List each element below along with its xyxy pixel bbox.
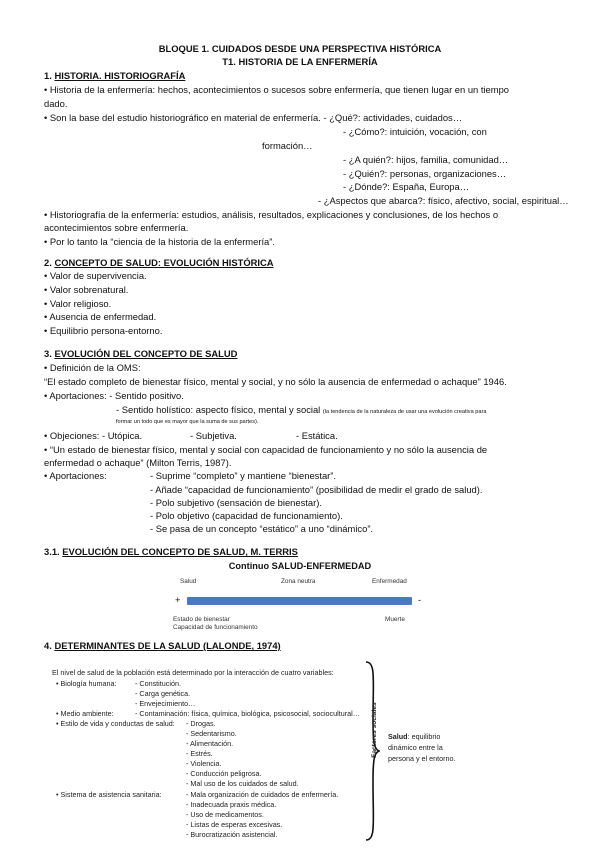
s3-line-12: - Polo objetivo (capacidad de funcionamiento).: [150, 510, 343, 521]
section-3-title: EVOLUCIÓN DEL CONCEPTO DE SALUD: [54, 348, 238, 359]
sistema-item: - Mala organización de cuidados de enfermería.: [186, 790, 339, 799]
s3-objeciones-3: - Estática.: [296, 430, 338, 441]
estilo-item: - Estrés.: [186, 749, 213, 758]
s3-line-4-main: - Sentido holístico: aspecto físico, mental y social: [116, 404, 321, 415]
s3-line-10: - Añade “capacidad de funcionamiento” (posibilidad de medir el grado de salud).: [150, 484, 483, 495]
salud-definition-line-3: persona y el entorno.: [388, 754, 456, 763]
section-2-heading: [44, 257, 274, 269]
s2-item: • Ausencia de enfermedad.: [44, 311, 157, 322]
continuum-minus-sign: -: [418, 594, 422, 605]
s2-item: • Valor de supervivencia.: [44, 270, 147, 281]
s1-line-11: acontecimientos sobre enfermería.: [44, 222, 189, 233]
continuum-label-salud: Salud: [180, 578, 197, 585]
s1-line-4: - ¿Cómo?: intuición, vocación, con: [343, 126, 487, 137]
s1-line-5: formación…: [262, 140, 313, 151]
salud-definition-rest: : equilibrio: [407, 732, 441, 741]
estilo-item: - Conducción peligrosa.: [186, 769, 262, 778]
s3-objeciones-2: - Subjetiva.: [190, 430, 237, 441]
section-3-1-heading: [44, 546, 298, 558]
estilo-item: - Violencia.: [186, 759, 222, 768]
section-4-heading: [44, 640, 281, 652]
document-title: BLOQUE 1. CUIDADOS DESDE UNA PERSPECTIVA HISTÓRICA: [158, 43, 442, 54]
section-2-number: 2.: [44, 257, 52, 268]
continuum-bar: [187, 597, 412, 605]
s2-item: • Valor sobrenatural.: [44, 284, 129, 295]
s1-line-9: - ¿Aspectos que abarca?: físico, afectivo, social, espiritual…: [318, 195, 569, 206]
s1-line-3: • Son la base del estudio historiográfico en material de enfermería. - ¿Qué?: actividades, cuidados…: [44, 112, 463, 123]
section-1-number: 1.: [44, 70, 52, 81]
biologia-item: - Constitución.: [135, 679, 181, 688]
s3-objeciones-1: • Objeciones: - Utópica.: [44, 430, 143, 441]
s3-line-9b: - Suprime “completo” y mantiene “bienestar”.: [150, 470, 337, 481]
determinants-intro: El nivel de salud de la población está determinado por la interacción de cuatro variables:: [52, 668, 334, 677]
biologia-item: - Envejecimiento…: [135, 699, 196, 708]
salud-bold-word: Salud: [388, 732, 408, 741]
section-3-heading: [44, 348, 237, 360]
continuum-figure-title: Continuo SALUD-ENFERMEDAD: [228, 561, 372, 571]
salud-definition-line-2: dinámico entre la: [388, 743, 443, 752]
s3-line-3: • Aportaciones: - Sentido positivo.: [44, 390, 184, 401]
determinant-medio: • Medio ambiente:: [56, 709, 114, 718]
estilo-item: - Alimentación.: [186, 739, 234, 748]
section-1-title: HISTORIA. HISTORIOGRAFÍA: [54, 70, 186, 81]
section-1-heading: [44, 70, 185, 82]
continuum-label-capacidad: Capacidad de funcionamiento: [173, 624, 258, 631]
s1-line-1: • Historia de la enfermería: hechos, acontecimientos o sucesos sobre enfermería, que tienen lugar en un tiempo: [44, 84, 509, 95]
estilo-item: - Sedentarismo.: [186, 729, 237, 738]
s3-line-5-note: formar un todo que es mayor que la suma de sus partes).: [116, 419, 259, 425]
factores-sociales-label: Factores sociales: [371, 702, 378, 758]
biologia-item: - Carga genética.: [135, 689, 191, 698]
s3-line-11: - Polo subjetivo (sensación de bienestar).: [150, 497, 322, 508]
section-2-title: CONCEPTO DE SALUD: EVOLUCIÓN HISTÓRICA: [54, 257, 274, 268]
s2-item: • Equilibrio persona-entorno.: [44, 325, 163, 336]
sistema-item: - Burocratización asistencial.: [186, 830, 278, 839]
document-subtitle: T1. HISTORIA DE LA ENFERMERÍA: [222, 56, 378, 67]
salud-definition-line-1: [388, 732, 440, 742]
continuum-label-zona-neutra: Zona neutra: [281, 578, 316, 585]
s1-line-6: - ¿A quién?: hijos, familia, comunidad…: [343, 154, 509, 165]
section-4-title: DETERMINANTES DE LA SALUD (LALONDE, 1974): [54, 640, 281, 651]
s1-line-12: • Por lo tanto la “ciencia de la historia de la enfermería”.: [44, 236, 276, 247]
determinant-sistema: • Sistema de asistencia sanitaria:: [56, 790, 162, 799]
determinant-biologia: • Biología humana:: [56, 679, 117, 688]
section-3-1-title: EVOLUCIÓN DEL CONCEPTO DE SALUD, M. TERRIS: [62, 546, 298, 557]
s3-line-8: enfermedad o achaque” (Milton Terris, 1987).: [44, 457, 232, 468]
sistema-item: - Inadecuada praxis médica.: [186, 800, 277, 809]
s3-line-7: • “Un estado de bienestar físico, mental y social con capacidad de funcionamiento y no sólo la ausencia de: [44, 444, 488, 455]
continuum-plus-sign: +: [175, 594, 181, 605]
s3-line-1: • Definición de la OMS:: [44, 362, 141, 373]
s1-line-2: dado.: [44, 98, 68, 109]
s3-line-2: “El estado completo de bienestar físico, mental y social, y no sólo la ausencia de enfermedad o achaque” 1946.: [44, 376, 507, 387]
estilo-item: - Drogas.: [186, 719, 216, 728]
section-3-number: 3.: [44, 348, 52, 359]
s1-line-10: • Historiografía de la enfermería: estudios, análisis, resultados, explicaciones y conclusiones, de los hechos o: [44, 209, 499, 220]
sistema-item: - Listas de esperas excesivas.: [186, 820, 283, 829]
medio-item: - Contaminación: física, química, biológica, psicosocial, sociocultural…: [135, 709, 360, 718]
sistema-item: - Uso de medicamentos.: [186, 810, 264, 819]
determinant-estilo: • Estilo de vida y conductas de salud:: [56, 719, 175, 728]
section-4-number: 4.: [44, 640, 52, 651]
continuum-label-enfermedad: Enfermedad: [372, 578, 407, 585]
section-3-1-number: 3.1.: [44, 546, 60, 557]
estilo-item: - Mal uso de los cuidados de salud.: [186, 779, 299, 788]
s1-line-7: - ¿Quién?: personas, organizaciones…: [343, 168, 507, 179]
s2-item: • Valor religioso.: [44, 298, 112, 309]
s3-line-4: [116, 404, 486, 416]
s1-line-8: - ¿Dónde?: España, Europa…: [343, 181, 470, 192]
continuum-label-muerte: Muerte: [385, 616, 405, 623]
continuum-label-bienestar: Estado de bienestar: [173, 616, 230, 623]
s3-line-4-note: (la tendencia de la naturaleza de usar una evolución creativa para: [322, 409, 487, 415]
s3-line-13: - Se pasa de un concepto “estático” a uno “dinámico”.: [150, 523, 374, 534]
s3-line-9a: • Aportaciones:: [44, 470, 107, 481]
